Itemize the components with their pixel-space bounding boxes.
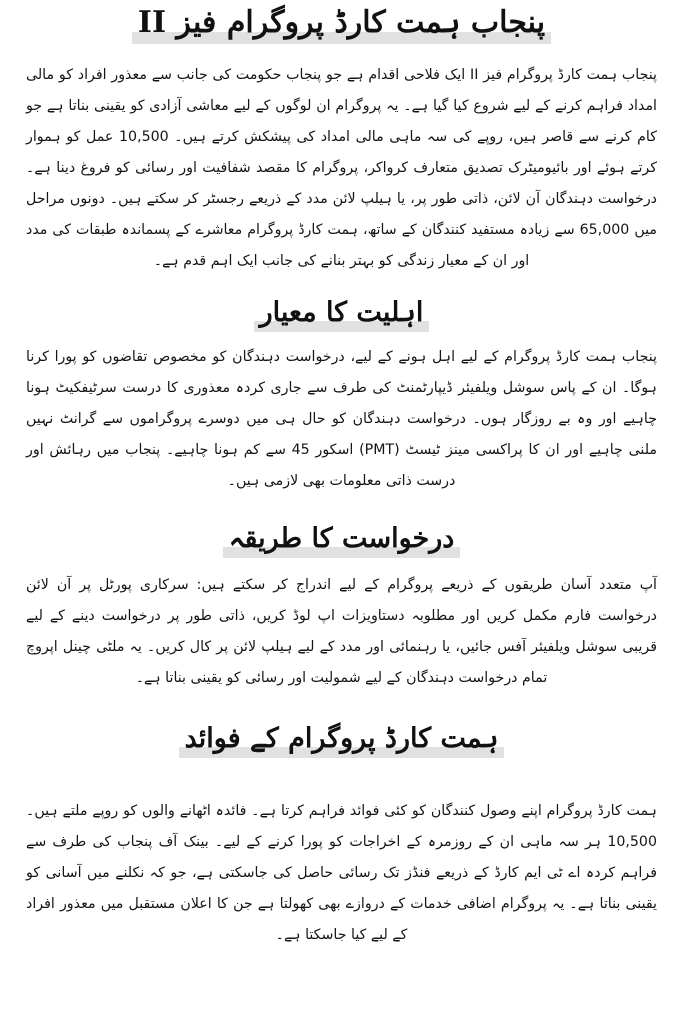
heading-wrapper [26, 292, 657, 342]
heading-wrapper [26, 520, 657, 570]
section-paragraph-eligibility: پنجاب ہمت کارڈ پروگرام کے لیے اہل ہونے کے لیے، درخواست دہندگان کو مخصوص تقاضوں کو پورا کرنا ہوگا۔ ان کے پاس سوشل ویلفیئر ڈیپارٹمنٹ کی طرف سے جاری کردہ معذوری کا درست سرٹیفکیٹ ہونا چاہیے اور وہ بے روزگار ہوں۔ درخواست دہندگان کو حال ہی میں دوسرے پروگراموں سے گرانٹ نہیں ملنی چاہیے اور ان کا پراکسی مینز ٹیسٹ (PMT) اسکور 45 سے کم ہونا چاہیے۔ پنجاب میں رہائش اور درست ذاتی معلومات بھی لازمی ہیں۔ [26, 349, 657, 489]
section-paragraph-intro: پنجاب ہمت کارڈ پروگرام فیز II ایک فلاحی اقدام ہے جو پنجاب حکومت کی جانب سے معذور افراد کو مالی امداد فراہم کرنے کے لیے شروع کیا گیا ہے۔ یہ پروگرام ان لوگوں کے لیے معاشی آزادی کو یقینی بناتا ہے جو کام کرنے سے قاصر ہیں، روپے کی سہ ماہی مالی امداد کی پیشکش کرتے ہیں۔ 10,500 عمل کو ہموار کرتے ہوئے اور بائیومیٹرک تصدیق متعارف کرواکر، پروگرام کا مقصد شفافیت اور رسائی کو فروغ دینا ہے۔ درخواست دہندگان آن لائن، ذاتی طور پر، یا ہیلپ لائن مدد کے ذریعے رجسٹر کر سکتے ہیں۔ دونوں مراحل میں 65,000 سے زیادہ مستفید کنندگان کے ساتھ، ہمت کارڈ پروگرام معاشرے کے پسماندہ طبقات کی مدد اور ان کے معیار زندگی کو بہتر بنانے کی جانب ایک اہم قدم ہے۔ [26, 67, 657, 269]
section-heading-eligibility: اہلیت کا معیار [254, 296, 430, 332]
section-phase-two [26, 4, 657, 292]
heading-wrapper [26, 4, 657, 60]
section-eligibility [26, 292, 657, 520]
section-heading-application-method: درخواست کا طریقہ [223, 522, 461, 558]
section-heading-benefits: ہمت کارڈ پروگرام کے فوائد [179, 722, 505, 758]
section-application-method [26, 520, 657, 716]
heading-wrapper [26, 716, 657, 796]
section-benefits [26, 716, 657, 956]
section-heading-program-title: پنجاب ہمت کارڈ پروگرام فیز II [132, 4, 551, 44]
section-paragraph-application-method: آپ متعدد آسان طریقوں کے ذریعے پروگرام کے لیے اندراج کر سکتے ہیں: سرکاری پورٹل پر آن لائن درخواست فارم مکمل کریں اور مطلوبہ دستاویزات اپ لوڈ کریں، ذاتی طور پر درخواست دینے کے لیے قریبی سوشل ویلفیئر آفس جائیں، یا رہنمائی اور مدد کے لیے ہیلپ لائن پر کال کریں۔ یہ ملٹی چینل اپروچ تمام درخواست دہندگان کے لیے شمولیت اور رسائی کو یقینی بناتا ہے۔ [26, 577, 657, 686]
section-paragraph-benefits: ہمت کارڈ پروگرام اپنے وصول کنندگان کو کئی فوائد فراہم کرتا ہے۔ فائدہ اٹھانے والوں کو روپے ملتے ہیں۔ 10,500 ہر سہ ماہی ان کے روزمرہ کے اخراجات کو پورا کرنے کے لیے۔ بینک آف پنجاب کی طرف سے فراہم کردہ اے ٹی ایم کارڈ کے ذریعے فنڈز تک رسائی حاصل کی جاسکتی ہے، جو کہ نکلنے میں آسانی کو یقینی بناتا ہے۔ یہ پروگرام اضافی خدمات کے دروازے بھی کھولتا ہے جن کا اعلان مستقبل میں معذور افراد کے لیے کیا جاسکتا ہے۔ [26, 803, 657, 943]
